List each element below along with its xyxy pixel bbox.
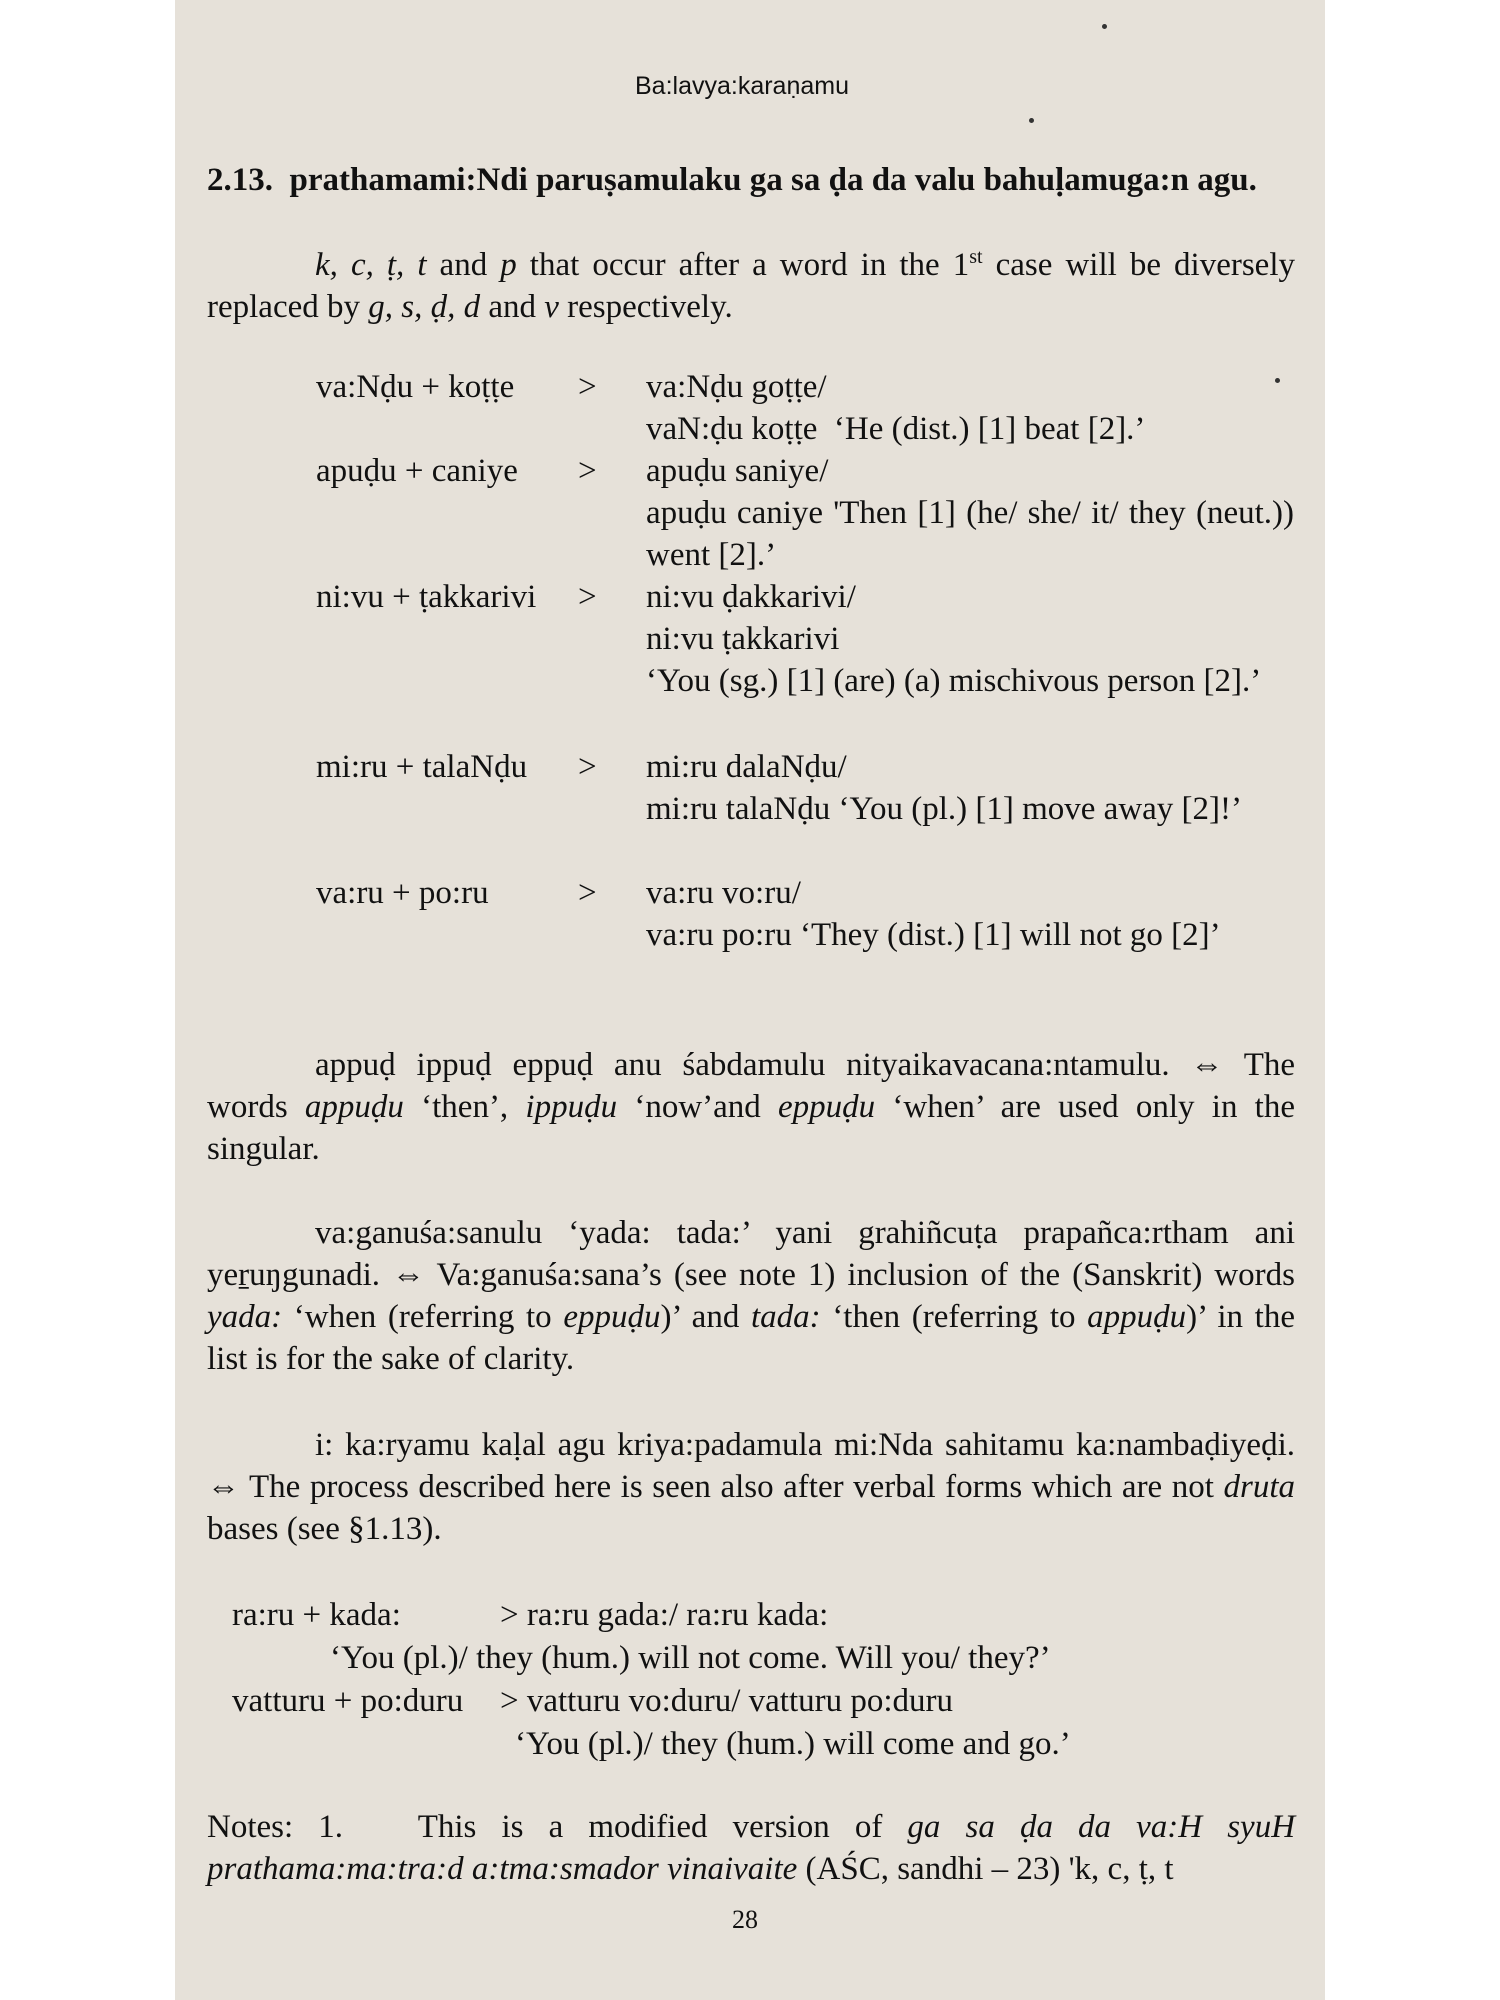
example-arrow: >	[578, 875, 597, 911]
example-alt: vaN:ḍu koṭṭe ‘He (dist.) [1] beat [2].’	[646, 411, 1146, 447]
page-number: 28	[732, 1905, 758, 1934]
example-arrow: >	[578, 453, 597, 489]
example-arrow: >	[578, 369, 597, 405]
example-result: apuḍu saniye/	[646, 453, 829, 489]
note-vaganusa: va:ganuśa:sanulu ‘yada: tada:’ yani grahiñcuṭa prapañca:rtham ani yeṟuŋgunadi. ⇔ Va:ganuśa:sana’s (see note 1) inclusion of the (Sanskrit) words yada: ‘when (referring to eppuḍu)’ and tada: ‘then (referring to appuḍu)’ in the list is for the sake of clarity.	[207, 1215, 1296, 1377]
example-result: ni:vu ḍakkarivi/	[646, 579, 856, 615]
rule-heading	[207, 158, 1295, 202]
example-source: va:ru + po:ru	[316, 875, 489, 911]
example2-line: vatturu + po:duru	[232, 1683, 464, 1719]
example-alt: ni:vu ṭakkarivi	[646, 621, 840, 657]
example-result: va:Nḍu goṭṭe/	[646, 369, 827, 405]
example-source: mi:ru + talaNḍu	[316, 749, 528, 785]
example2-result: > ra:ru gada:/ ra:ru kada:	[500, 1597, 829, 1633]
rule-translation: k, c, ṭ, t and p that occur after a word in the 1st case will be diversely replaced by g, s, ḍ, d and v respectively.	[207, 246, 1295, 325]
rule-title: prathamami:Ndi paruṣamulaku ga sa ḍa da valu bahuḷamuga:n agu.	[289, 162, 1257, 198]
example2-result: > vatturu vo:duru/ vatturu po:duru	[500, 1683, 954, 1719]
example-result: va:ru vo:ru/	[646, 875, 801, 911]
example-arrow: >	[578, 579, 597, 615]
example2-gloss: ‘You (pl.)/ they (hum.) will come and go.’	[515, 1726, 1071, 1762]
running-header: Ba:lavya:karaṇamu	[635, 72, 850, 100]
example2-line: ra:ru + kada:	[232, 1597, 401, 1633]
note-kriya: i: ka:ryamu kaḷal agu kriya:padamula mi:Nda sahitamu ka:nambaḍiyeḍi. ⇔ The process described here is seen also after verbal forms which are not druta bases (see §1.13).	[207, 1427, 1295, 1547]
rule-number: 2.13.	[207, 162, 273, 198]
example-arrow: >	[578, 749, 597, 785]
example-result: mi:ru dalaNḍu/	[646, 749, 847, 785]
example-source: va:Nḍu + koṭṭe	[316, 369, 515, 405]
example-gloss: va:ru po:ru ‘They (dist.) [1] will not go [2]’	[646, 917, 1221, 953]
example-source: apuḍu + caniye	[316, 453, 518, 489]
speck	[1275, 378, 1280, 383]
example-gloss: mi:ru talaNḍu ‘You (pl.) [1] move away [2]!’	[646, 791, 1242, 827]
note-appudu: appuḍ ippuḍ eppuḍ anu śabdamulu nityaikavacana:ntamulu. ⇔ The words appuḍu ‘then’, ippuḍu ‘now’and eppuḍu ‘when’ are used only in the singular.	[207, 1047, 1296, 1167]
example-gloss: ‘You (sg.) [1] (are) (a) mischivous person [2].’	[646, 663, 1262, 699]
example-source: ni:vu + ṭakkarivi	[316, 579, 537, 615]
example-gloss: apuḍu caniye 'Then [1] (he/ she/ it/ they (neut.)) went [2].’	[646, 495, 1294, 573]
speck	[1102, 24, 1107, 29]
footnote: Notes: 1. This is a modified version of ga sa ḍa da va:H syuH prathama:ma:tra:d a:tma:smador vinaivaite (AŚC, sandhi – 23) 'k, c, ṭ, t	[207, 1809, 1296, 1887]
speck	[1029, 118, 1034, 123]
example2-gloss: ‘You (pl.)/ they (hum.) will not come. Will you/ they?’	[330, 1640, 1051, 1676]
